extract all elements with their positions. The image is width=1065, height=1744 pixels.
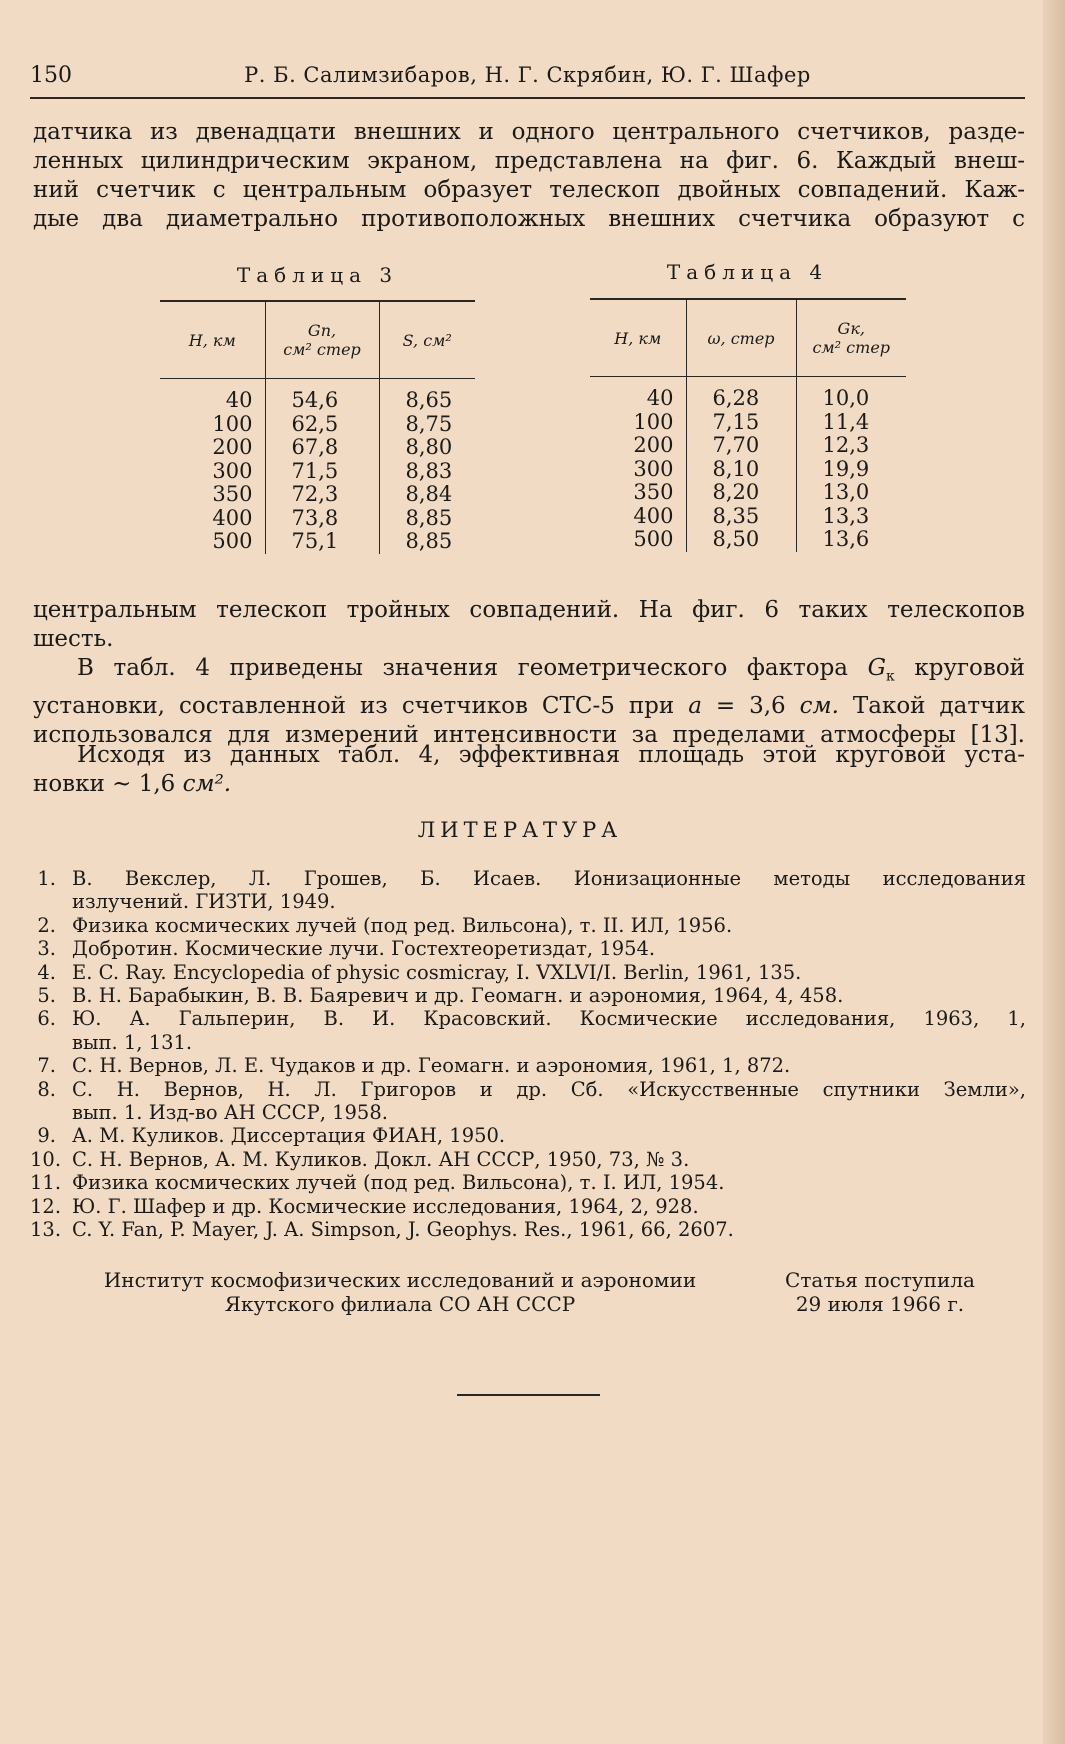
reference-item (30, 1171, 1026, 1194)
table3-col-gp-unit: см² стер (283, 340, 361, 359)
reference-number: 5. (37, 984, 56, 1008)
table3 (160, 300, 475, 554)
reference-text: Физика космических лучей (под ред. Вильсона), т. I. ИЛ, 1954. (72, 1171, 725, 1195)
reference-item (30, 867, 1026, 914)
reference-number: 7. (37, 1054, 56, 1078)
table-row (590, 481, 906, 505)
table3-col-h: H, км (188, 330, 236, 350)
table4-caption: Таблица 4 (666, 260, 829, 284)
table-cell: 8,85 (379, 530, 475, 554)
table-cell: 7,70 (686, 434, 796, 458)
table4-body (590, 377, 906, 552)
table-cell: 8,80 (379, 436, 475, 460)
text-line: использовался для измерений интенсивности за пределами атмосферы [13]. (33, 721, 1025, 748)
institute-line: Институт космофизических исследований и аэрономии (103, 1268, 697, 1292)
table-cell: 72,3 (265, 483, 379, 507)
reference-item (30, 984, 1026, 1007)
text-line (33, 654, 1025, 692)
table-cell: 67,8 (265, 436, 379, 460)
table-row (160, 379, 475, 413)
table-row (590, 377, 906, 411)
unit-text: см². (182, 771, 232, 797)
literature-heading: ЛИТЕРАТУРА (417, 818, 623, 842)
table-cell: 300 (212, 458, 253, 483)
table-cell: 19,9 (796, 458, 906, 482)
reference-text: Добротин. Космические лучи. Гостехтеоретиздат, 1954. (72, 937, 656, 961)
reference-item (30, 1148, 1026, 1171)
reference-text: вып. 1. Изд-во АН СССР, 1958. (72, 1101, 388, 1125)
reference-text: Ю. А. Гальперин, В. И. Красовский. Космические исследования, 1963, 1, (72, 1007, 1026, 1031)
reference-text: C. Y. Fan, P. Mayer, J. A. Simpson, J. Geophys. Res., 1961, 66, 2607. (72, 1218, 734, 1242)
table-cell: 100 (212, 411, 253, 436)
reference-number: 11. (30, 1171, 62, 1195)
table-cell: 100 (633, 409, 674, 434)
table-cell: 6,28 (686, 377, 796, 411)
table-cell: 500 (212, 529, 253, 553)
body-paragraph-2 (33, 654, 1025, 750)
table-row (160, 436, 475, 460)
table-cell: 54,6 (265, 379, 379, 413)
text-line: ленных цилиндрическим экраном, представлена на фиг. 6. Каждый внеш- (33, 148, 1025, 174)
reference-item (30, 937, 1026, 960)
table-cell: 10,0 (796, 377, 906, 411)
table3-col-gp (265, 301, 379, 379)
intro-paragraph (33, 118, 1025, 234)
table-cell: 7,15 (686, 411, 796, 435)
table4-col-gk (796, 299, 906, 377)
table-cell: 8,85 (379, 507, 475, 531)
reference-text: В. Н. Барабыкин, В. В. Баяревич и др. Геомагн. и аэрономия, 1964, 4, 458. (72, 984, 844, 1008)
table-row (160, 507, 475, 531)
text-line: ний счетчик с центральным образует телескоп двойных совпадений. Каж- (33, 177, 1025, 203)
table-cell: 13,3 (796, 505, 906, 529)
reference-text: А. М. Куликов. Диссертация ФИАН, 1950. (72, 1124, 506, 1148)
table3-caption: Таблица 3 (236, 263, 399, 287)
reference-number: 2. (37, 913, 56, 937)
reference-item (30, 1218, 1026, 1241)
reference-text: С. Н. Вернов, А. М. Куликов. Докл. АН СССР, 1950, 73, № 3. (72, 1147, 690, 1171)
reference-text: излучений. ГИЗТИ, 1949. (72, 890, 336, 914)
reference-number: 13. (30, 1218, 62, 1242)
table-row (160, 483, 475, 507)
reference-number: 4. (37, 960, 56, 984)
table-cell: 400 (633, 503, 674, 528)
reference-text: Ю. Г. Шафер и др. Космические исследования, 1964, 2, 928. (72, 1194, 699, 1218)
table-cell: 350 (212, 482, 253, 506)
table-cell: 62,5 (265, 413, 379, 437)
reference-number: 6. (37, 1007, 56, 1031)
reference-number: 3. (37, 937, 56, 961)
table-row (160, 460, 475, 484)
table4 (590, 298, 906, 552)
reference-text: Физика космических лучей (под ред. Вильсона), т. II. ИЛ, 1956. (72, 913, 733, 937)
table-row (590, 505, 906, 529)
reference-item (30, 1007, 1026, 1054)
table-cell: 75,1 (265, 530, 379, 554)
table4-header-row (590, 299, 906, 377)
institute-affiliation (70, 1268, 730, 1316)
running-head-authors: Р. Б. Салимзибаров, Н. Г. Скрябин, Ю. Г. Шафер (244, 63, 811, 87)
table-cell: 8,20 (686, 481, 796, 505)
text-run: В табл. 4 приведены значения геометрического фактора (77, 655, 849, 681)
institute-line: Якутского филиала СО АН СССР (224, 1292, 576, 1316)
reference-number: 10. (30, 1147, 62, 1171)
table-cell: 13,0 (796, 481, 906, 505)
table-cell: 8,10 (686, 458, 796, 482)
received-line: Статья поступила (785, 1268, 975, 1292)
table-cell: 350 (633, 480, 674, 504)
symbol-g: G (867, 655, 886, 681)
table4-col-omega: ω, стер (686, 299, 796, 377)
unit-text: см. (799, 692, 839, 719)
reference-item (30, 1195, 1026, 1218)
body-paragraph-1 (33, 596, 1025, 654)
symbol-subscript: к (886, 668, 895, 685)
reference-text: В. Векслер, Л. Грошев, Б. Исаев. Ионизационные методы исследования (72, 867, 1026, 890)
table3-body (160, 379, 475, 554)
reference-text: E. C. Ray. Encyclopedia of phуsic cosmicray, I. VXLVI/I. Berlin, 1961, 135. (72, 960, 802, 984)
table-cell: 8,50 (686, 528, 796, 552)
table-cell: 8,75 (379, 413, 475, 437)
reference-item (30, 1124, 1026, 1147)
text-run: установки, составленной из счетчиков СТС-5 при (33, 692, 675, 719)
table-cell: 200 (212, 435, 253, 459)
received-date (760, 1268, 1000, 1316)
table-cell: 11,4 (796, 411, 906, 435)
reference-item (30, 1078, 1026, 1125)
received-line: 29 июля 1966 г. (795, 1292, 965, 1316)
table-row (590, 528, 906, 552)
table-row (590, 411, 906, 435)
table-cell: 12,3 (796, 434, 906, 458)
table-cell: 40 (646, 386, 674, 410)
table-cell: 400 (212, 505, 253, 530)
table-row (590, 458, 906, 482)
table4-col-gk-unit: см² стер (812, 338, 891, 357)
reference-number: 9. (37, 1124, 56, 1148)
reference-text: С. Н. Вернов, Л. Е. Чудаков и др. Геомагн. и аэрономия, 1961, 1, 872. (72, 1054, 791, 1078)
table3-col-gp-symbol: Gп, (307, 321, 337, 340)
table-row (160, 530, 475, 554)
reference-item (30, 914, 1026, 937)
reference-list (30, 867, 1026, 1242)
text-line (33, 692, 1025, 721)
body-paragraph-3 (33, 741, 1025, 799)
table-cell: 8,83 (379, 460, 475, 484)
page-edge-shadow (1043, 0, 1065, 1744)
table3-col-s: S, см² (379, 301, 475, 379)
text-line: датчика из двенадцати внешних и одного центрального счетчиков, разде- (33, 119, 1025, 145)
table-cell: 13,6 (796, 528, 906, 552)
text-run: Такой датчик (852, 692, 1025, 719)
table-cell: 500 (633, 527, 674, 551)
symbol-a: a (688, 692, 702, 719)
table-cell: 40 (225, 388, 253, 412)
reference-number: 8. (37, 1077, 56, 1101)
text-line (33, 770, 1025, 799)
text-run: = 3,6 (715, 692, 786, 719)
reference-item (30, 1054, 1026, 1077)
table-cell: 8,84 (379, 483, 475, 507)
text-line: дые два диаметрально противоположных внешних счетчика образуют с (33, 206, 1025, 232)
reference-number: 1. (37, 867, 56, 890)
text-run: новки ~ 1,6 (33, 771, 176, 797)
table-row (160, 413, 475, 437)
table4-col-h: H, км (614, 328, 662, 348)
table-row (590, 434, 906, 458)
table-cell: 73,8 (265, 507, 379, 531)
table4-col-gk-symbol: Gк, (837, 319, 865, 338)
text-line: шесть. (33, 626, 114, 652)
reference-number: 12. (30, 1194, 62, 1218)
reference-text: вып. 1, 131. (72, 1030, 193, 1054)
table-cell: 8,35 (686, 505, 796, 529)
text-run: круговой (914, 655, 1026, 681)
text-line: Исходя из данных табл. 4, эффективная площадь этой круговой уста- (77, 742, 1025, 768)
header-rule (30, 97, 1025, 99)
table-cell: 71,5 (265, 460, 379, 484)
table-cell: 300 (633, 456, 674, 481)
reference-item (30, 961, 1026, 984)
page-number: 150 (30, 63, 72, 88)
table-cell: 8,65 (379, 379, 475, 413)
table3-header-row (160, 301, 475, 379)
reference-text: С. Н. Вернов, Н. Л. Григоров и др. Сб. «Искусственные спутники Земли», (72, 1077, 1026, 1101)
text-line: центральным телескоп тройных совпадений. На фиг. 6 таких телескопов (33, 597, 1025, 623)
running-head (30, 63, 1025, 95)
end-rule (457, 1394, 600, 1396)
table-cell: 200 (633, 433, 674, 457)
